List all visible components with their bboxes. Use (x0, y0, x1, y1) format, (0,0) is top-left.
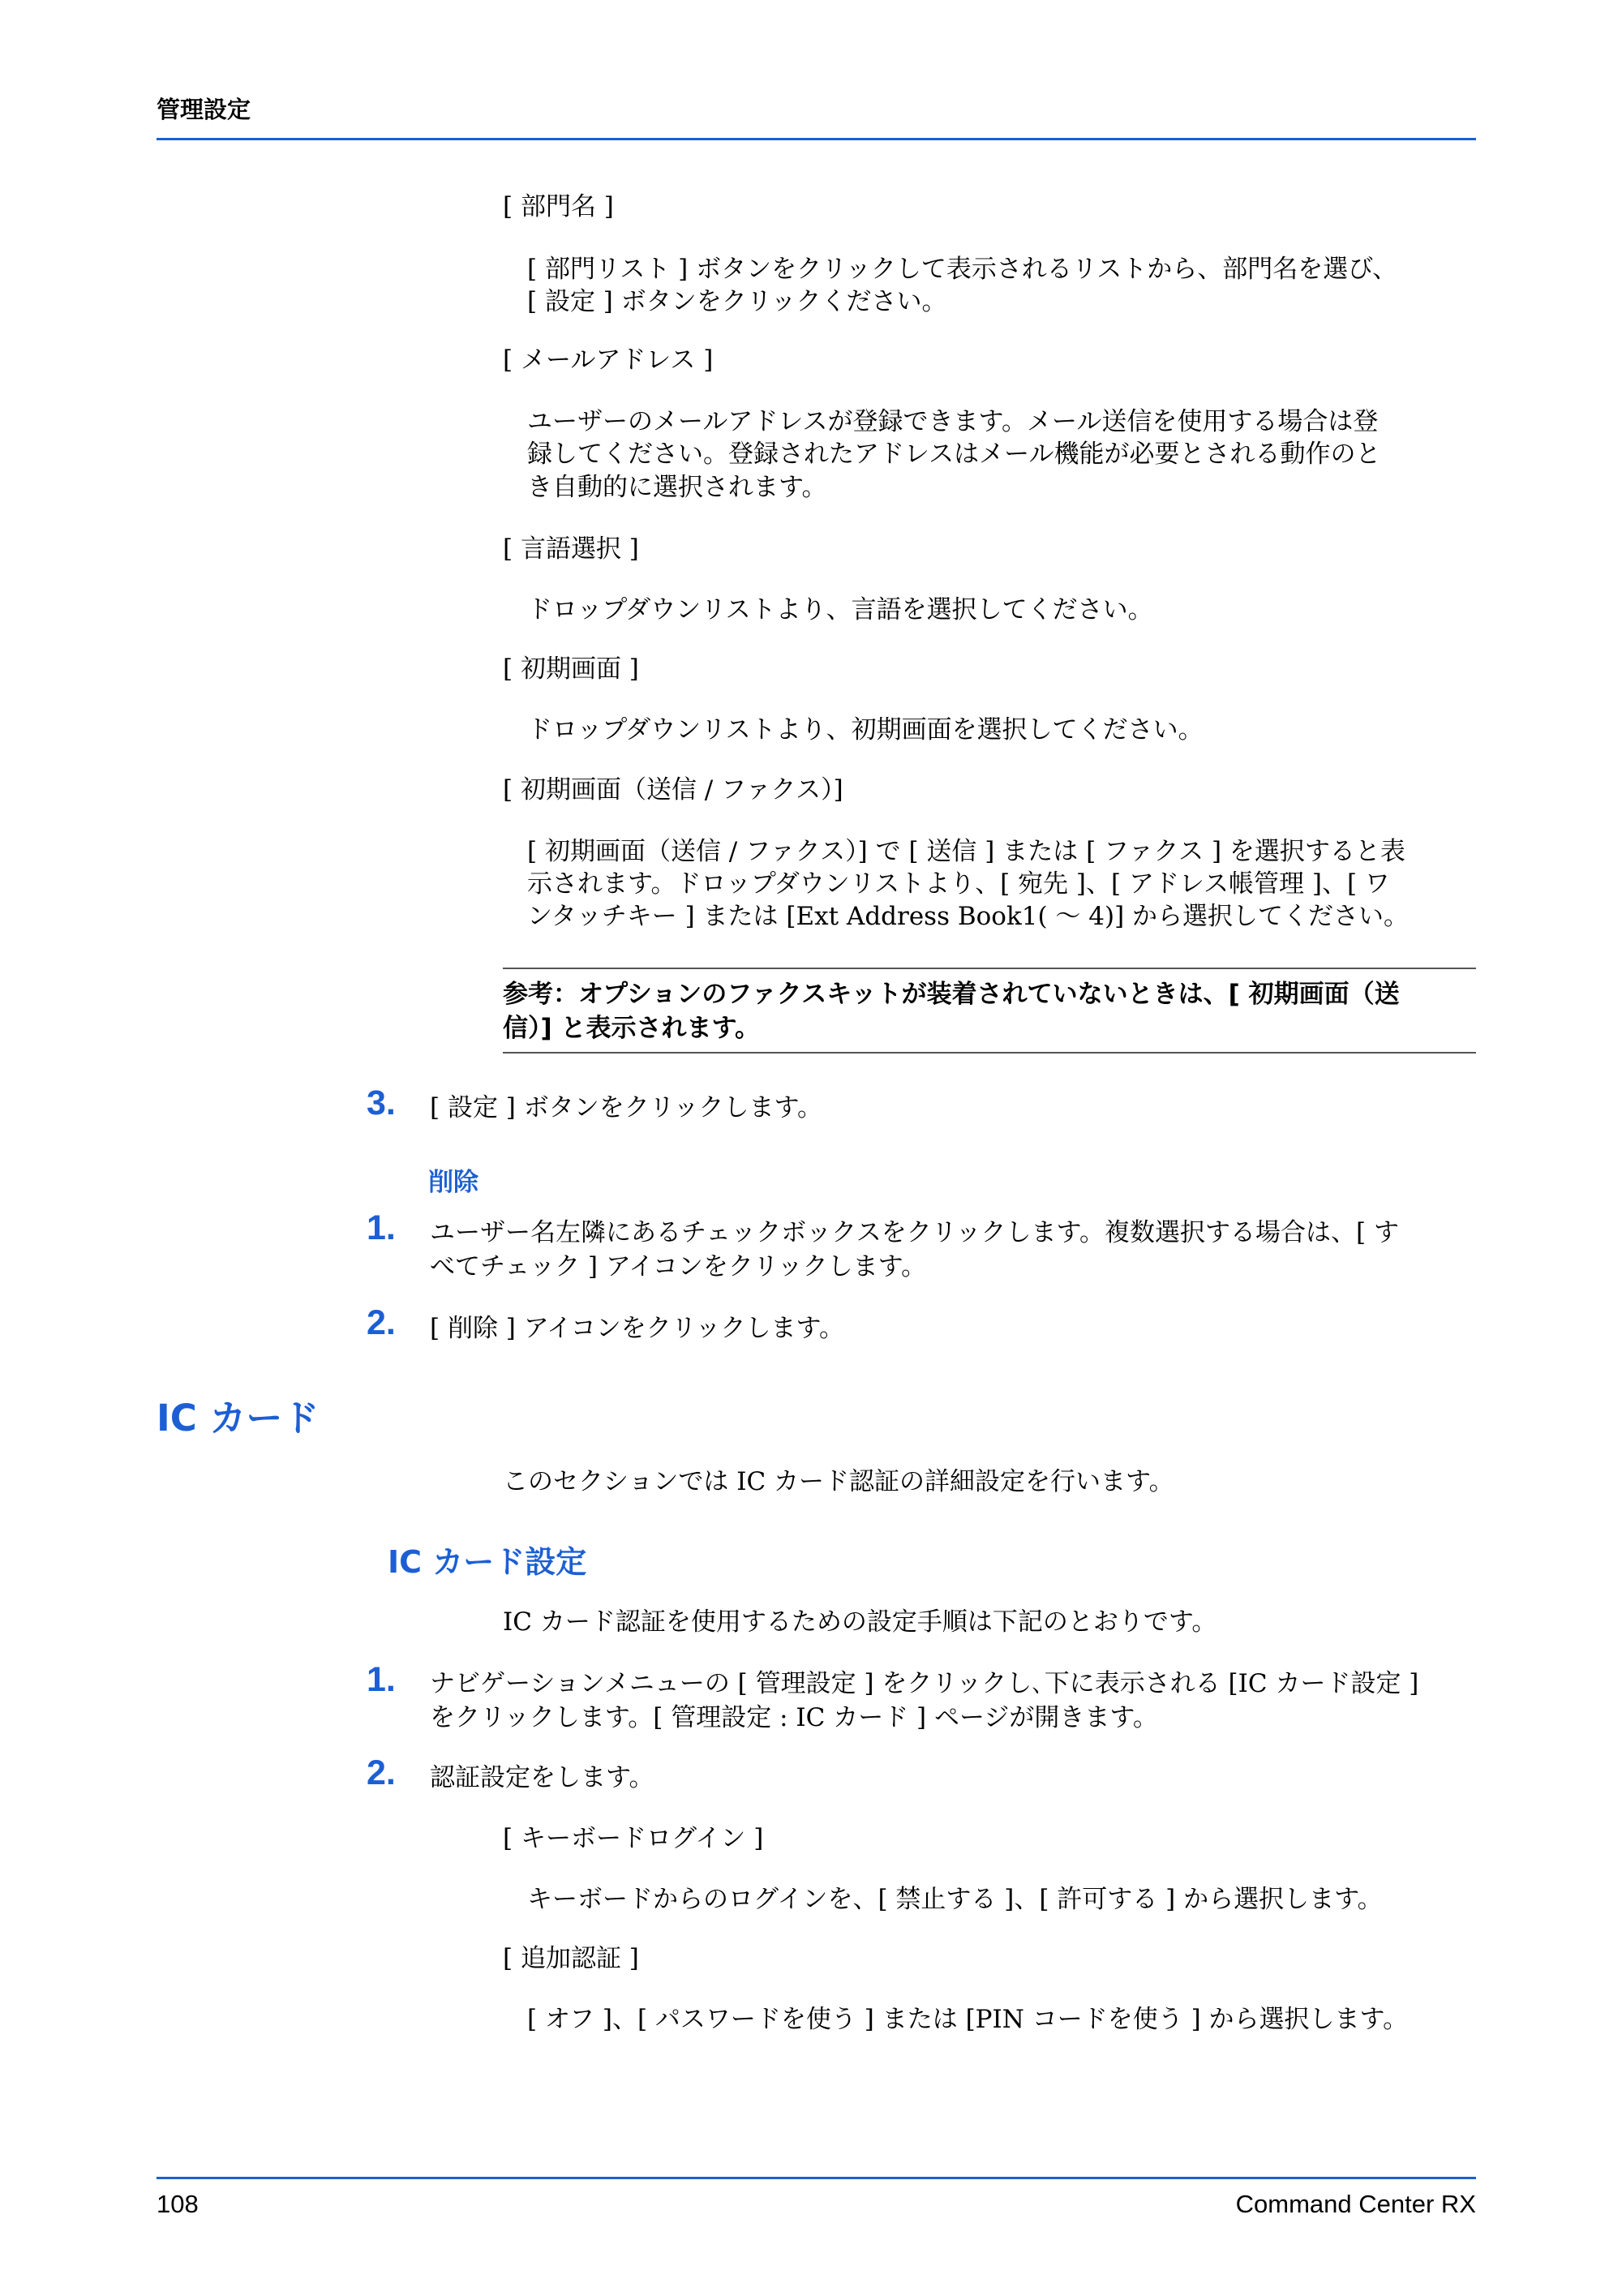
step-text: べてチェック ] アイコンをクリックします。 (430, 1252, 927, 1281)
product-name: Command Center RX (1235, 2190, 1476, 2218)
item-desc-line: 録してください。登録されたアドレスはメール機能が必要とされる動作のと (527, 440, 1381, 469)
item-desc-line: ユーザーのメールアドレスが登録できます。メール送信を使用する場合は登 (527, 407, 1379, 436)
step-text: ユーザー名左隣にあるチェックボックスをクリックします。複数選択する場合は、[ す (430, 1218, 1399, 1247)
item-label-additional-auth: [ 追加認証 ] (503, 1944, 639, 1973)
step-number: 1. (367, 1208, 396, 1247)
item-desc-line: き自動的に選択されます。 (527, 473, 827, 502)
note-line: 参考：オプションのファクスキットが装着されていないときは、[ 初期画面（送 (503, 980, 1400, 1009)
subsection-heading-ic-card-settings: IC カード設定 (388, 1544, 587, 1580)
item-label-default-screen-send-fax: [ 初期画面（送信 / ファクス）] (503, 775, 843, 805)
item-label-email: [ メールアドレス ] (503, 345, 714, 375)
running-header: 管理設定 (157, 96, 251, 123)
item-desc-line: [ 部門リスト ] ボタンをクリックして表示されるリストから、部門名を選び、 (527, 255, 1398, 284)
page-number: 108 (157, 2190, 199, 2218)
item-desc-line: キーボードからのログインを、[ 禁止する ]、[ 許可する ] から選択します。 (527, 1885, 1383, 1914)
step-text: [ 設定 ] ボタンをクリックします。 (430, 1093, 823, 1122)
note-line: 信）] と表示されます。 (503, 1014, 760, 1043)
item-label-default-screen: [ 初期画面 ] (503, 654, 639, 684)
step-text: をクリックします。[ 管理設定 : IC カード ] ページが開きます。 (430, 1703, 1158, 1732)
step-number: 3. (367, 1084, 396, 1122)
item-label-keyboard-login: [ キーボードログイン ] (503, 1824, 764, 1853)
section-intro: このセクションでは IC カード認証の詳細設定を行います。 (503, 1467, 1174, 1496)
item-desc-line: [ オフ ]、[ パスワードを使う ] または [PIN コードを使う ] から選択します。 (527, 2005, 1409, 2034)
item-label-language: [ 言語選択 ] (503, 534, 639, 564)
header-rule (157, 138, 1476, 140)
section-heading-ic-card: IC カード (157, 1397, 320, 1440)
step-number: 2. (367, 1303, 396, 1342)
step-number: 1. (367, 1660, 396, 1699)
step-number: 2. (367, 1753, 396, 1792)
item-desc-line: ドロップダウンリストより、言語を選択してください。 (527, 595, 1153, 624)
footer-rule (157, 2177, 1476, 2179)
item-desc-line: ンタッチキー ] または [Ext Address Book1( ～ 4)] から選択してください。 (527, 902, 1410, 931)
item-desc-line: [ 設定 ] ボタンをクリックください。 (527, 287, 947, 316)
item-desc-line: 示されます。ドロップダウンリストより、[ 宛先 ]、[ アドレス帳管理 ]、[ ワ (527, 869, 1390, 899)
delete-heading: 削除 (428, 1168, 478, 1197)
item-desc-line: ドロップダウンリストより、初期画面を選択してください。 (527, 715, 1204, 745)
step-text: ナビゲーションメニューの [ 管理設定 ] をクリックし､下に表示される [IC カード設定 ] (430, 1669, 1419, 1698)
item-desc-line: [ 初期画面（送信 / ファクス）] で [ 送信 ] または [ ファクス ] を選択すると表 (527, 837, 1405, 866)
step-text: 認証設定をします。 (430, 1763, 654, 1792)
item-label-department: [ 部門名 ] (503, 192, 614, 221)
step-text: [ 削除 ] アイコンをクリックします。 (430, 1314, 844, 1343)
subsection-intro: IC カード認証を使用するための設定手順は下記のとおりです。 (503, 1607, 1217, 1637)
